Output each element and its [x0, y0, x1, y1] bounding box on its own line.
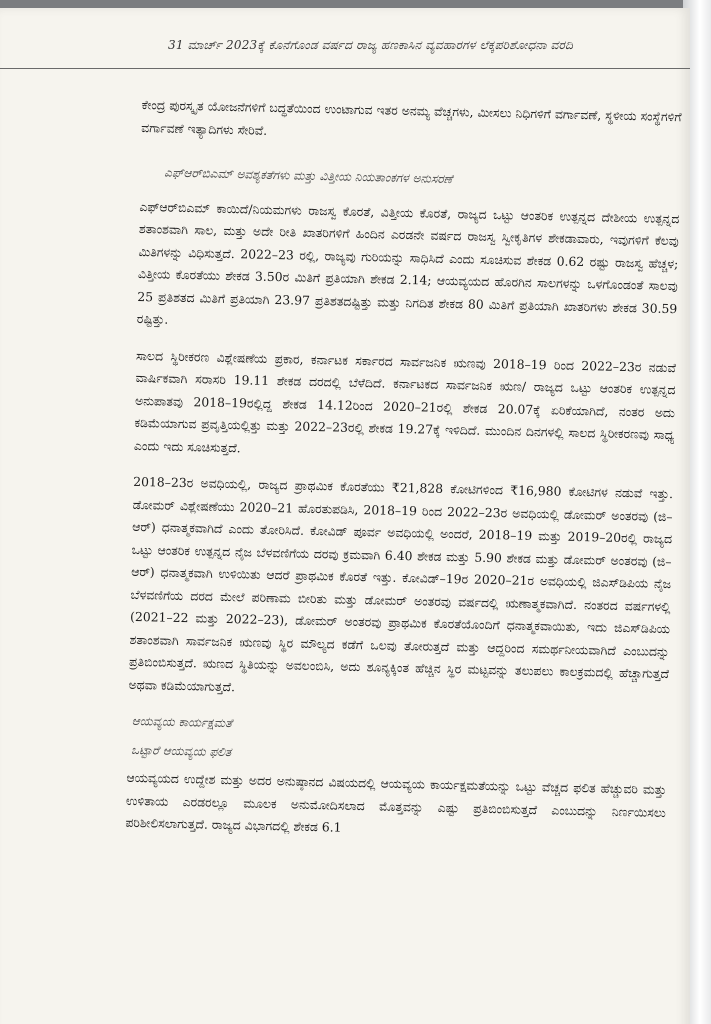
subsection-heading-overall-result: ಒಟ್ಟಾರೆ ಆಯವ್ಯಯ ಫಲಿತ [130, 742, 232, 759]
document-page [0, 8, 690, 1024]
running-header: 31 ಮಾರ್ಚ್ 2023ಕ್ಕೆ ಕೊನೆಗೊಂಡ ವರ್ಷದ ರಾಜ್ಯ ಹಣಕಾಸಿನ ವ್ಯವಹಾರಗಳ ಲೆಕ್ಕಪರಿಶೋಧನಾ ವರದಿ [168, 38, 574, 52]
domar-analysis-paragraph: 2018–23ರ ಅವಧಿಯಲ್ಲಿ, ರಾಜ್ಯದ ಪ್ರಾಥಮಿಕ ಕೊರತೆಯು ₹21,828 ಕೋಟಿಗಳಿಂದ ₹16,980 ಕೋಟಿಗಳ ನಡುವೆ ಇತ್ತು. ಡೋಮರ್ ವಿಶ್ಲೇಷಣೆಯು 2020–21 ಹೊರತುಪಡಿಸಿ, 2018–19 ರಿಂದ 2022–23ರ ಅವಧಿಯಲ್ಲಿ ಡೋಮರ್ ಅಂತರವು (ಜಿ–ಆರ್) ಧನಾತ್ಮಕವಾಗಿದೆ ಎಂದು ತೋರಿಸಿದೆ. ಕೋವಿಡ್ ಪೂರ್ವ ಅವಧಿಯಲ್ಲಿ ಅಂದರೆ, 2018–19 ಮತ್ತು 2019–20ರಲ್ಲಿ ರಾಜ್ಯದ ಒಟ್ಟು ಆಂತರಿಕ ಉತ್ಪನ್ನದ ನೈಜ ಬೆಳವಣಿಗೆಯ ದರವು ಕ್ರಮವಾಗಿ 6.40 ಶೇಕಡ ಮತ್ತು 5.90 ಶೇಕಡ ಮತ್ತು ಡೋಮರ್ ಅಂತರವು (ಜಿ–ಆರ್) ಧನಾತ್ಮಕವಾಗಿ ಉಳಿಯಿತು ಆದರೆ ಪ್ರಾಥಮಿಕ ಕೊರತೆ ಇತ್ತು. ಕೋವಿಡ್–19ರ 2020–21ರ ಅವಧಿಯಲ್ಲಿ ಜಿಎಸ್‌ಡಿಪಿಯ ನೈಜ ಬೆಳವಣಿಗೆಯ ದರದ ಮೇಲೆ ಪರಿಣಾಮ ಬೀರಿತು ಮತ್ತು ಡೋಮರ್ ಅಂತರವು ವರ್ಷದಲ್ಲಿ ಋಣಾತ್ಮಕವಾಗಿದೆ. ನಂತರದ ವರ್ಷಗಳಲ್ಲಿ (2021–22 ಮತ್ತು 2022–23), ಡೋಮರ್ ಅಂತರವು ಪ್ರಾಥಮಿಕ ಕೊರತೆಯೊಂದಿಗೆ ಧನಾತ್ಮಕವಾಯಿತು, ಇದು ಜಿಎಸ್‌ಡಿಪಿಯ ಶತಾಂಶವಾಗಿ ಸಾರ್ವಜನಿಕ ಋಣವು ಸ್ಥಿರ ಮೌಲ್ಯದ ಕಡೆಗೆ ಒಲವು ತೋರುತ್ತದೆ ಮತ್ತು ಆದ್ದರಿಂದ ಸಮರ್ಥನೀಯವಾಗಿದೆ ಎಂಬುದನ್ನು ಪ್ರತಿಬಿಂಬಿಸುತ್ತದೆ. ಋಣದ ಸ್ಥಿತಿಯನ್ನು ಅವಲಂಬಿಸಿ, ಅದು ಶೂನ್ಯಕ್ಕಿಂತ ಹೆಚ್ಚಿನ ಸ್ಥಿರ ಮಟ್ಟವನ್ನು ತಲುಪಲು ಕಾಲಕ್ರಮದಲ್ಲಿ ಹೆಚ್ಚಾಗುತ್ತದೆ ಅಥವಾ ಕಡಿಮೆಯಾಗುತ್ತದೆ. [128, 473, 674, 694]
section-heading-frbm: ಎಫ್‌ಆರ್‌ಬಿಎಮ್ ಅವಶ್ಯಕತೆಗಳು ಮತ್ತು ವಿತ್ತೀಯ ನಿಯತಾಂಕಗಳ ಅನುಸರಣೆ [164, 165, 453, 187]
budget-performance-paragraph: ಆಯವ್ಯಯದ ಉದ್ದೇಶ ಮತ್ತು ಅದರ ಅನುಷ್ಠಾನದ ವಿಷಯದಲ್ಲಿ ಆಯವ್ಯಯ ಕಾರ್ಯಕ್ಷಮತೆಯನ್ನು ಒಟ್ಟು ವೆಚ್ಚದ ಫಲಿತ ಹೆಚ್ಚುವರಿ ಮತ್ತು ಉಳಿತಾಯ ಎರಡರಲ್ಲೂ ಮೂಲಕ ಅನುಮೋದಿಸಲಾದ ಮೊತ್ತವನ್ನು ಎಷ್ಟು ಪ್ರತಿಬಿಂಬಿಸುತ್ತದೆ ಎಂಬುದನ್ನು ನಿರ್ಣಯಿಸಲು ಪರಿಶೀಲಿಸಲಾಗುತ್ತದೆ. ರಾಜ್ಯದ ವಿಭಾಗದಲ್ಲಿ ಶೇಕಡ 6.1 [125, 769, 667, 835]
debt-stabilisation-paragraph: ಸಾಲದ ಸ್ಥಿರೀಕರಣ ವಿಶ್ಲೇಷಣೆಯ ಪ್ರಕಾರ, ಕರ್ನಾಟಕ ಸರ್ಕಾರದ ಸಾರ್ವಜನಿಕ ಋಣವು 2018–19 ರಿಂದ 2022–23ರ ನಡುವೆ ವಾರ್ಷಿಕವಾಗಿ ಸರಾಸರಿ 19.11 ಶೇಕಡ ದರದಲ್ಲಿ ಬೆಳೆದಿದೆ. ಕರ್ನಾಟಕದ ಸಾರ್ವಜನಿಕ ಋಣ/ ರಾಜ್ಯದ ಒಟ್ಟು ಆಂತರಿಕ ಉತ್ಪನ್ನದ ಅನುಪಾತವು 2018–19ರಲ್ಲಿದ್ದ ಶೇಕಡ 14.12ರಿಂದ 2020–21ರಲ್ಲಿ ಶೇಕಡ 20.07ಕ್ಕೆ ಏರಿಕೆಯಾಗಿದೆ, ನಂತರ ಅದು ಕಡಿಮೆಯಾಗುವ ಪ್ರವೃತ್ತಿಯಲ್ಲಿತ್ತು ಮತ್ತು 2022–23ರಲ್ಲಿ ಶೇಕಡ 19.27ಕ್ಕೆ ಇಳಿದಿದೆ. ಮುಂದಿನ ದಿನಗಳಲ್ಲಿ ಸಾಲದ ಸ್ಥಿರೀಕರಣವು ಸಾಧ್ಯ ಎಂದು ಇದು ಸೂಚಿಸುತ್ತದೆ. [133, 347, 677, 455]
frbm-paragraph: ಎಫ್‌ಆರ್‌ಬಿಎಮ್ ಕಾಯಿದೆ/ನಿಯಮಗಳು ರಾಜಸ್ವ ಕೊರತೆ, ವಿತ್ತೀಯ ಕೊರತೆ, ರಾಜ್ಯದ ಒಟ್ಟು ಆಂತರಿಕ ಉತ್ಪನ್ನದ ದೇಶೀಯ ಉತ್ಪನ್ನದ ಶತಾಂಶವಾಗಿ ಸಾಲ, ಮತ್ತು ಅದೇ ರೀತಿ ಖಾತರಿಗಳಿಗೆ ಹಿಂದಿನ ಎರಡನೇ ವರ್ಷದ ರಾಜಸ್ವ ಸ್ವೀಕೃತಿಗಳ ಶೇಕಡಾವಾರು, ಇವುಗಳಿಗೆ ಕೆಲವು ಮಿತಿಗಳನ್ನು ವಿಧಿಸುತ್ತದೆ. 2022–23 ರಲ್ಲಿ, ರಾಜ್ಯವು ಗುರಿಯನ್ನು ಸಾಧಿಸಿದೆ ಎಂದು ಸೂಚಿಸುವ ಶೇಕಡ 0.62 ರಷ್ಟು ರಾಜಸ್ವ ಹೆಚ್ಚಳ; ವಿತ್ತೀಯ ಕೊರತೆಯು ಶೇಕಡ 3.50ರ ಮಿತಿಗೆ ಪ್ರತಿಯಾಗಿ ಶೇಕಡ 2.14; ಆಯವ್ಯಯದ ಹೊರಗಿನ ಸಾಲಗಳನ್ನು ಒಳಗೊಂಡಂತೆ ಸಾಲವು 25 ಪ್ರತಿಶತದ ಮಿತಿಗೆ ಪ್ರತಿಯಾಗಿ 23.97 ಪ್ರತಿಶತದಷ್ಟಿತ್ತು ಮತ್ತು ನಿಗದಿತ ಶೇಕಡ 80 ಮಿತಿಗೆ ಪ್ರತಿಯಾಗಿ ಖಾತರಿಗಳು ಶೇಕಡ 30.59 ರಷ್ಟಿತ್ತು. [136, 198, 680, 327]
page-body [125, 94, 682, 861]
section-heading-budget-efficiency: ಆಯವ್ಯಯ ಕಾರ್ಯಕ್ಷಮತೆ [131, 713, 233, 731]
header-rule [0, 68, 690, 69]
intro-paragraph: ಕೇಂದ್ರ ಪುರಸ್ಕೃತ ಯೋಜನೆಗಳಿಗೆ ಬದ್ಧತೆಯಿಂದ ಉಂಟಾಗುವ ಇತರ ಅನಮ್ಯ ವೆಚ್ಚಗಳು, ಮೀಸಲು ನಿಧಿಗಳಿಗೆ ವರ್ಗಾವಣೆ, ಸ್ಥಳೀಯ ಸಂಸ್ಥೆಗಳಿಗೆ ವರ್ಗಾವಣೆ ಇತ್ಯಾದಿಗಳು ಸೇರಿವೆ. [141, 96, 682, 138]
